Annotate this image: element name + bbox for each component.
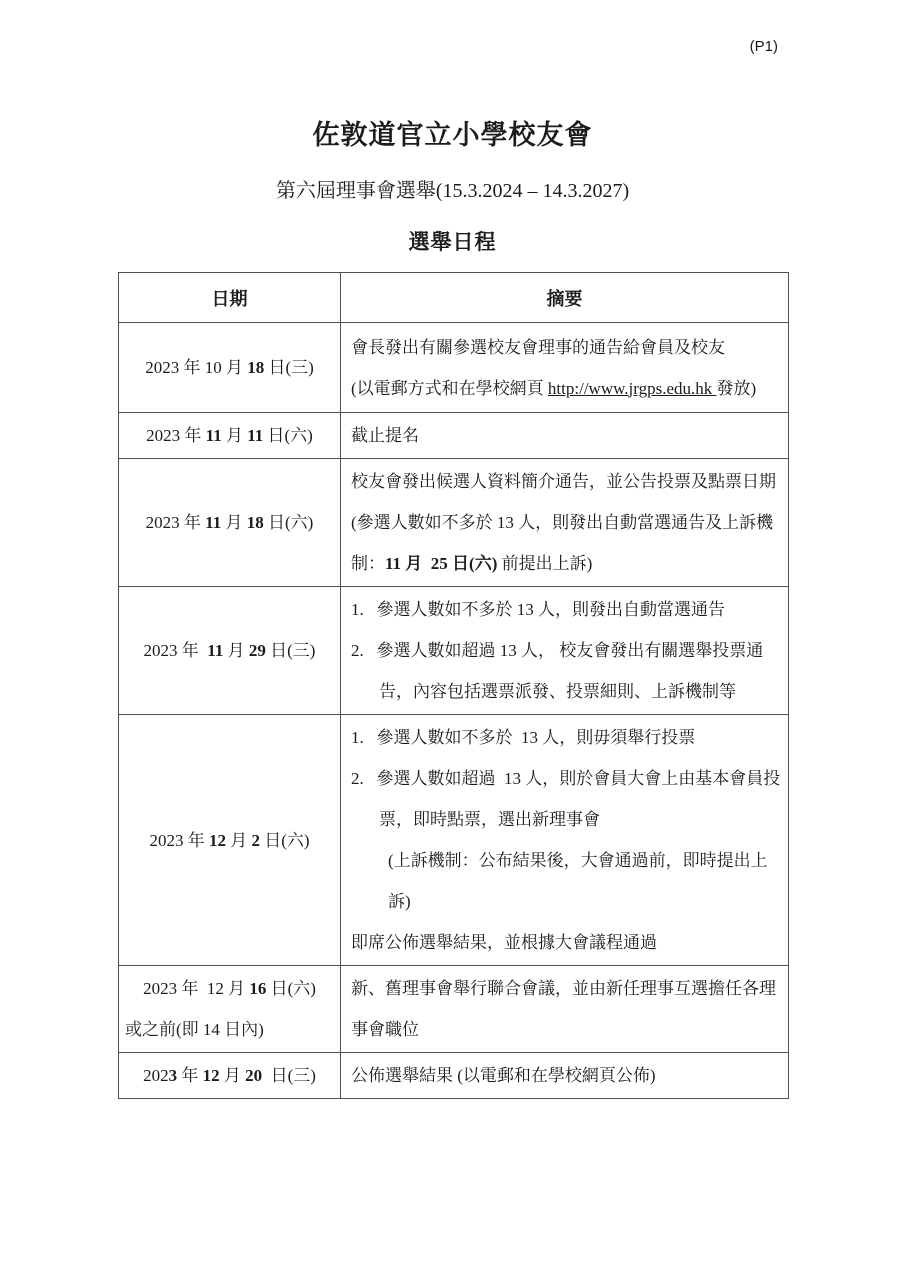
page-number: (P1) <box>749 38 778 55</box>
text-segment: 202 <box>143 1066 169 1085</box>
summary-cell <box>341 715 789 966</box>
date-cell <box>119 1053 341 1099</box>
table-row <box>119 966 789 1053</box>
text-segment: 發放) <box>716 378 757 398</box>
text-segment: 2023 年 <box>146 426 206 445</box>
text-line <box>121 820 338 861</box>
text-line <box>351 840 782 922</box>
text-segment: 3 <box>168 1066 178 1085</box>
text-segment: 月 <box>221 426 248 445</box>
section-heading: 選舉日程 <box>408 230 497 254</box>
text-segment: (以電郵方式和在學校網頁 <box>351 378 548 398</box>
text-segment: 公佈選舉結果 (以電郵和在學校網頁公佈) <box>351 1066 656 1085</box>
text-segment: 11 <box>205 513 222 532</box>
text-line <box>121 968 338 1009</box>
text-segment: 前提出上訴) <box>497 554 593 573</box>
text-segment: 11 <box>207 641 224 660</box>
text-segment: 日(六) <box>263 426 313 445</box>
text-segment: 11 <box>247 426 264 445</box>
text-segment: 2023 年 10 月 <box>145 358 248 377</box>
summary-cell <box>341 587 789 715</box>
text-segment: 月 <box>219 1066 246 1085</box>
text-segment: 即席公佈選舉結果，並根據大會議程通過 <box>351 933 657 952</box>
text-segment: 11 月 25 日(六) <box>385 554 498 573</box>
text-segment: 12 <box>208 830 226 850</box>
text-segment: 事會職位 <box>351 1020 419 1039</box>
table-row <box>119 1053 789 1099</box>
text-line <box>351 1009 782 1050</box>
text-segment: 16 <box>249 979 267 998</box>
text-segment: 1. 參選人數如不多於 13 人，則發出自動當選通告 <box>351 600 725 619</box>
text-line <box>351 799 782 840</box>
document-subtitle: 第六屆理事會選舉(15.3.2024 – 14.3.2027) <box>275 180 630 202</box>
text-segment: 2023 年 <box>149 830 209 850</box>
text-segment: 會長發出有關參選校友會理事的通告給會員及校友 <box>351 337 725 357</box>
summary-cell <box>341 459 789 587</box>
document-title: 佐敦道官立小學校友會 <box>312 120 593 150</box>
text-segment: 日(六) <box>266 979 316 998</box>
table-row <box>119 715 789 966</box>
text-segment: 2023 年 12 月 <box>143 979 250 998</box>
text-segment: 29 <box>248 641 266 660</box>
text-line <box>351 968 782 1009</box>
text-segment: 18 <box>246 513 264 532</box>
text-line <box>121 630 338 671</box>
text-line <box>351 368 782 409</box>
date-cell <box>119 715 341 966</box>
text-segment: 票，即時點票，選出新理事會 <box>379 810 600 829</box>
text-segment: 18 <box>247 358 265 377</box>
text-segment: 12 <box>202 1066 220 1085</box>
text-line <box>351 327 782 368</box>
table-row <box>119 323 789 413</box>
summary-cell <box>341 413 789 459</box>
text-line <box>121 1009 338 1050</box>
text-line <box>121 347 338 388</box>
text-line <box>121 415 338 456</box>
table-row <box>119 587 789 715</box>
text-segment: (參選人數如不多於 13 人，則發出自動當選通告及上訴機 <box>351 513 774 532</box>
url-text: http://www.jrgps.edu.hk <box>547 378 717 398</box>
text-line <box>351 717 782 758</box>
text-segment: 2023 年 <box>143 641 208 660</box>
date-cell <box>119 587 341 715</box>
text-line <box>351 589 782 630</box>
text-line <box>351 671 782 712</box>
text-line <box>351 1055 782 1096</box>
date-cell <box>119 413 341 459</box>
text-line <box>121 1055 338 1096</box>
text-segment: 截止提名 <box>351 426 419 445</box>
table-body <box>119 323 789 1099</box>
date-cell <box>119 966 341 1053</box>
text-segment: 日(六) <box>259 830 310 850</box>
text-line <box>351 543 782 584</box>
text-segment: 或之前(即 14 日內) <box>125 1020 264 1039</box>
election-schedule-table <box>118 272 789 1099</box>
text-segment: 校友會發出候選人資料簡介通告，並公告投票及點票日期 <box>351 472 776 491</box>
text-segment: 日(三) <box>265 641 316 660</box>
text-segment: 日(三) <box>264 358 314 377</box>
date-cell <box>119 323 341 413</box>
text-segment: 月 <box>221 513 247 532</box>
text-segment: 20 <box>245 1066 263 1085</box>
text-line <box>351 630 782 671</box>
text-segment: (上訴機制：公布結果後，大會通過前，即時提出上訴) <box>388 851 768 911</box>
text-segment: 新、舊理事會舉行聯合會議，並由新任理事互選擔任各理 <box>351 979 776 998</box>
table-row <box>119 459 789 587</box>
text-segment: 月 <box>223 641 249 660</box>
summary-column-header: 摘要 <box>341 273 789 323</box>
text-line <box>351 415 782 456</box>
text-segment: 2023 年 <box>145 513 206 532</box>
text-segment: 1. 參選人數如不多於 13 人，則毋須舉行投票 <box>351 728 696 747</box>
text-line <box>351 502 782 543</box>
text-segment: 告，內容包括選票派發、投票細則、上訴機制等 <box>379 682 736 701</box>
text-line <box>121 502 338 543</box>
text-segment: 制： <box>351 554 385 573</box>
summary-cell <box>341 323 789 413</box>
text-segment: 2. 參選人數如超過 13 人，則於會員大會上由基本會員投 <box>351 769 781 788</box>
table-header-row <box>119 273 789 323</box>
summary-cell <box>341 1053 789 1099</box>
text-line <box>351 758 782 799</box>
text-line <box>351 461 782 502</box>
summary-cell <box>341 966 789 1053</box>
text-line <box>351 922 782 963</box>
text-segment: 年 <box>177 1066 203 1085</box>
text-segment: 月 <box>225 830 252 850</box>
text-segment: 11 <box>205 426 222 445</box>
table-row <box>119 413 789 459</box>
text-segment: 日(六) <box>263 513 314 532</box>
date-cell <box>119 459 341 587</box>
date-column-header: 日期 <box>119 273 341 323</box>
text-segment: 2 <box>251 830 260 850</box>
text-segment: 2. 參選人數如超過 13 人， 校友會發出有關選舉投票通 <box>351 641 764 660</box>
text-segment: 日(三) <box>262 1066 316 1085</box>
